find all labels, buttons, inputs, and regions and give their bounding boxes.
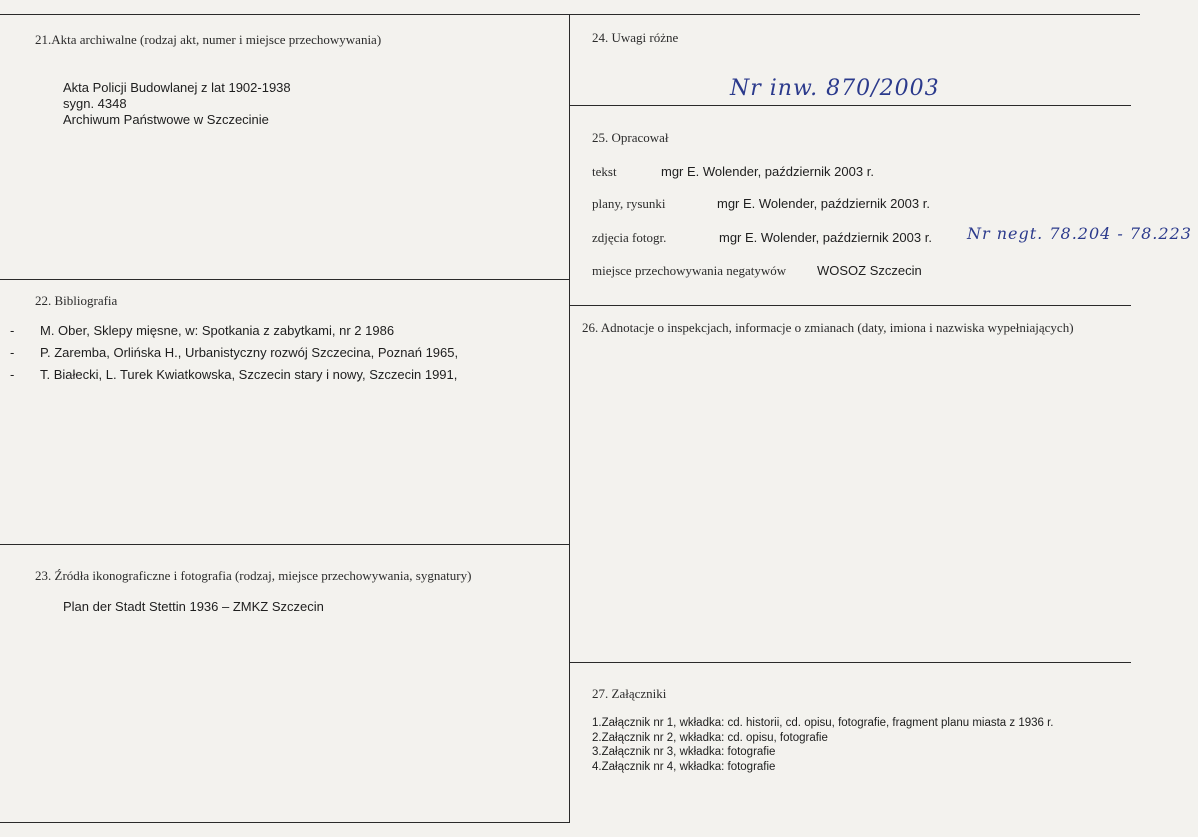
negatives-storage-label: miejsce przechowywania negatywów — [592, 263, 787, 278]
bullet-dash: - — [10, 345, 15, 360]
bullet-dash: - — [10, 323, 15, 338]
section-23-text: Plan der Stadt Stettin 1936 – ZMKZ Szczecin — [63, 599, 324, 614]
bullet-dash: - — [10, 367, 15, 382]
section-22-heading: 22. Bibliografia — [35, 293, 118, 308]
bibliography-item — [10, 345, 458, 360]
left-sep-22-23 — [0, 544, 570, 545]
author-row-value: mgr E. Wolender, październik 2003 r. — [661, 164, 874, 179]
bibliography-item — [10, 367, 457, 382]
section-24-heading: 24. Uwagi różne — [592, 30, 679, 45]
attachment-item: 4.Załącznik nr 4, wkładka: fotografie — [592, 760, 776, 773]
section-21-heading: 21.Akta archiwalne (rodzaj akt, numer i miejsce przechowywania) — [35, 32, 382, 47]
attachments-list — [592, 716, 1054, 774]
right-sep-26-27 — [569, 662, 1131, 663]
center-divider-line — [569, 14, 570, 822]
section-21-content — [63, 80, 291, 128]
author-row-label: plany, rysunki — [592, 196, 666, 211]
negatives-storage-value: WOSOZ Szczecin — [817, 263, 922, 278]
left-sep-21-22 — [0, 279, 570, 280]
negative-number-handwriting: Nr negt. 78.204 - 78.223 — [967, 224, 1192, 243]
bottom-border-line — [0, 822, 570, 823]
attachment-item: 3.Załącznik nr 3, wkładka: fotografie — [592, 746, 776, 758]
section-26-heading: 26. Adnotacje o inspekcjach, informacje o zmianach (daty, imiona i nazwiska wypełniających) — [582, 320, 1074, 335]
attachment-item: 1.Załącznik nr 1, wkładka: cd. historii, cd. opisu, fotografie, fragment planu miasta z 1936 r. — [592, 717, 1054, 729]
bibliography-item — [10, 323, 394, 338]
bibliography-text: T. Białecki, L. Turek Kwiatkowska, Szczecin stary i nowy, Szczecin 1991, — [40, 367, 458, 382]
author-row-value: mgr E. Wolender, październik 2003 r. — [717, 196, 930, 211]
author-row-label: zdjęcia fotogr. — [592, 230, 667, 245]
top-border-line — [0, 14, 1140, 15]
bibliography-text: M. Ober, Sklepy mięsne, w: Spotkania z zabytkami, nr 2 1986 — [40, 323, 395, 338]
author-row-value: mgr E. Wolender, październik 2003 r. — [719, 230, 932, 245]
archive-line: Archiwum Państwowe w Szczecinie — [63, 112, 269, 127]
section-25-heading: 25. Opracował — [592, 130, 669, 145]
attachment-item: 2.Załącznik nr 2, wkładka: cd. opisu, fotografie — [592, 731, 828, 744]
author-row-label: tekst — [592, 164, 617, 179]
section-23-heading: 23. Źródła ikonograficzne i fotografia (rodzaj, miejsce przechowywania, sygnatury) — [35, 568, 472, 583]
archive-line: Akta Policji Budowlanej z lat 1902-1938 — [63, 80, 291, 95]
bibliography-text: P. Zaremba, Orlińska H., Urbanistyczny rozwój Szczecina, Poznań 1965, — [40, 345, 459, 360]
right-sep-25-26 — [569, 305, 1131, 306]
inventory-number-handwriting: Nr inw. 870/2003 — [730, 76, 940, 101]
right-sep-24-25 — [569, 105, 1131, 106]
section-27-heading: 27. Załączniki — [592, 686, 667, 701]
archive-line: sygn. 4348 — [63, 96, 127, 111]
